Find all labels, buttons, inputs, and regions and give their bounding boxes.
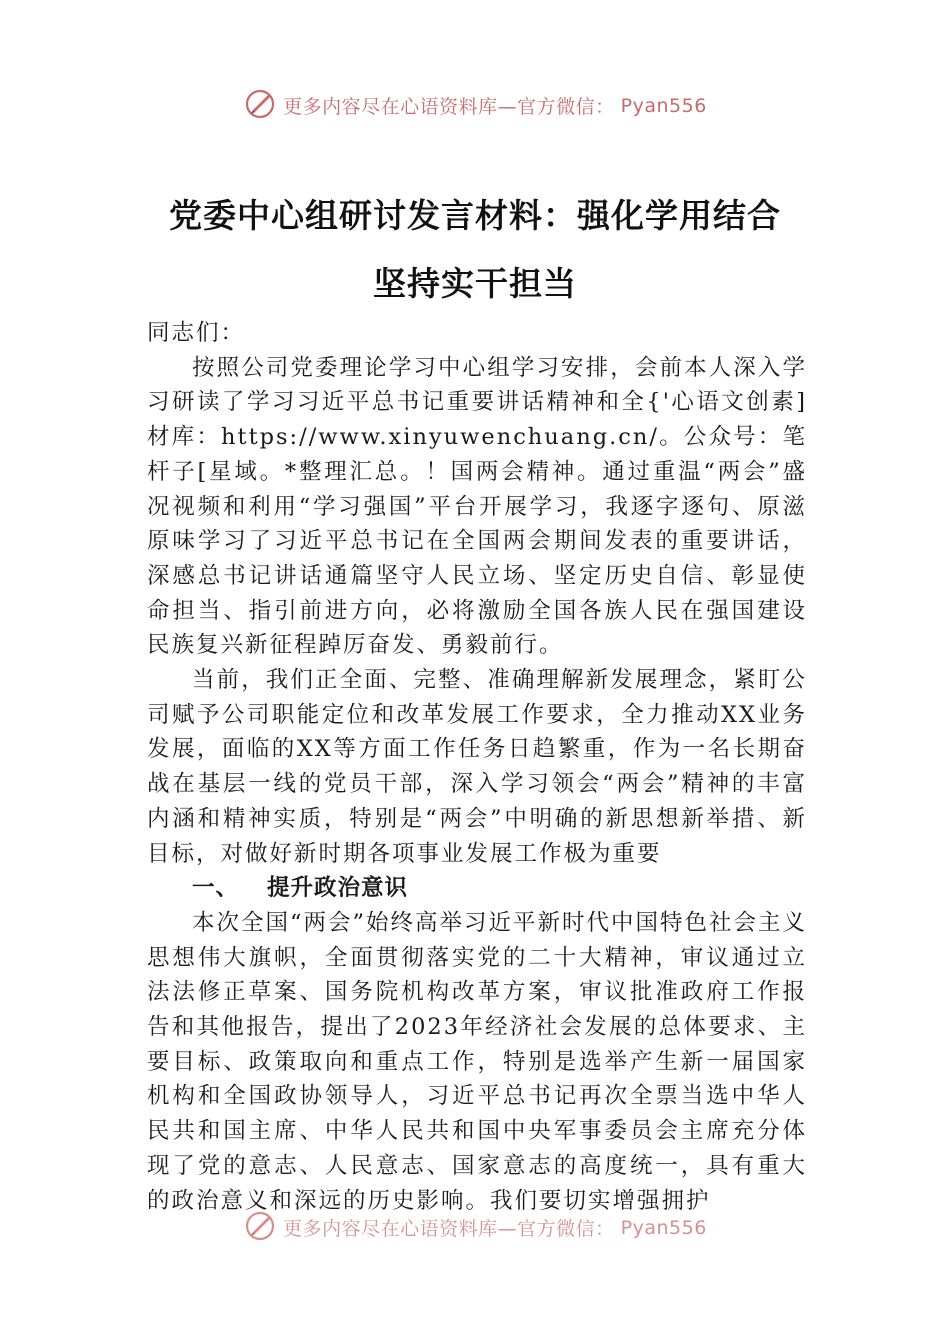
- paragraph-1: 按照公司党委理论学习中心组学习安排，会前本人深入学习研读了学习习近平总书记重要讲话精神和全{'心语文创素]材库：https://www.xinyuwenchuang.cn/。公众号：笔杆子[星域。*整理汇总。！国两会精神。通过重温“两会”盛况视频和利用“学习强国”平台开展学习，我逐字逐句、原滋原味学习了习近平总书记在全国两会期间发表的重要讲话，深感总书记讲话通篇坚守人民立场、坚定历史自信、彰显使命担当、指引前进方向，必将激励全国各族人民在强国建设民族复兴新征程踔厉奋发、勇毅前行。: [147, 354, 807, 659]
- watermark-header: [0, 86, 950, 125]
- pen-logo-icon: [243, 1208, 277, 1247]
- section-heading-1: [147, 871, 807, 906]
- watermark-wechat-id: Pyan556: [620, 1216, 707, 1239]
- watermark-text: 更多内容尽在心语资料库—官方微信：: [283, 96, 615, 118]
- paragraph-3: 本次全国“两会”始终高举习近平新时代中国特色社会主义思想伟大旗帜，全面贯彻落实党的二十大精神，审议通过立法法修正草案、国务院机构改革方案，审议批准政府工作报告和其他报告，提出了2023年经济社会发展的总体要求、主要目标、政策取向和重点工作，特别是选举产生新一届国家机构和全国政协领导人，习近平总书记再次全票当选中华人民共和国主席、中华人民共和国中央军事委员会主席充分体现了党的意志、人民意志、国家意志的高度统一，具有重大的政治意义和深远的历史影响。我们要切实增强拥护: [147, 909, 807, 1214]
- pen-logo-icon: [243, 86, 277, 125]
- document-body: [147, 316, 807, 1218]
- section-heading-text: 提升政治意识: [267, 875, 409, 902]
- salutation: 同志们：: [147, 320, 246, 346]
- watermark-footer: [0, 1208, 950, 1247]
- watermark-text: 更多内容尽在心语资料库—官方微信：: [283, 1218, 615, 1240]
- watermark-wechat-id: Pyan556: [620, 94, 707, 117]
- document-title-line-2: 坚持实干担当: [373, 264, 577, 303]
- document-title-line-1: 党委中心组研讨发言材料：强化学用结合: [169, 196, 781, 235]
- section-heading-number: 一、: [192, 875, 240, 902]
- paragraph-2: 当前，我们正全面、完整、准确理解新发展理念，紧盯公司赋予公司职能定位和改革发展工作要求，全力推动XX业务发展，面临的XX等方面工作任务日趋繁重，作为一名长期奋战在基层一线的党员干部，深入学习领会“两会”精神的丰富内涵和精神实质，特别是“两会”中明确的新思想新举措、新目标，对做好新时期各项事业发展工作极为重要: [147, 667, 807, 867]
